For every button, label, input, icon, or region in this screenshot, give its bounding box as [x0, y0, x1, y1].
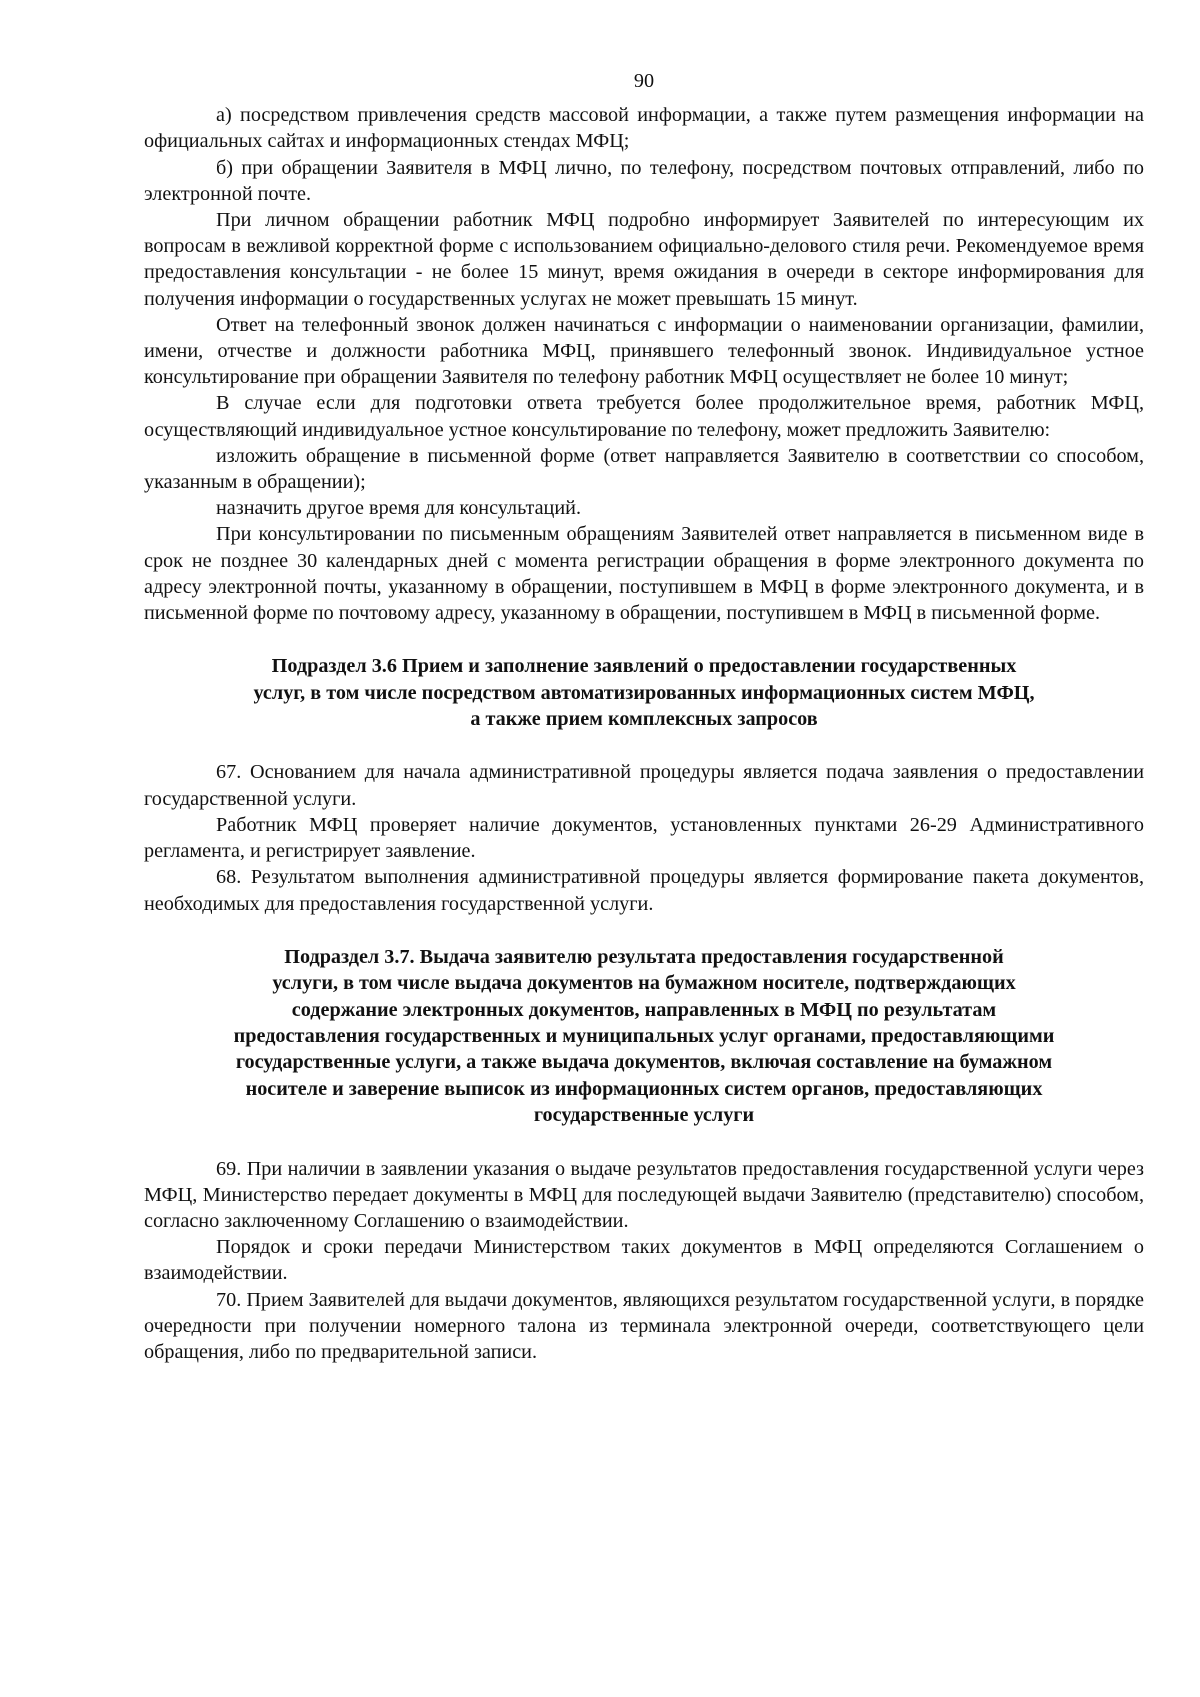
- document-page: [144, 68, 1144, 1365]
- paragraph-70: 70. Прием Заявителей для выдачи документов, являющихся результатом государственной услуги, в порядке очередности при получении номерного талона из терминала электронной очереди, соответствующего цели обращения, либо по предварительной записи.: [144, 1288, 1144, 1363]
- section-result-issuance: [144, 1156, 1144, 1366]
- section-application-reception: [144, 759, 1144, 916]
- paragraph-a: а) посредством привлечения средств массовой информации, а также путем размещения информации на официальных сайтах и информационных стендах МФЦ;: [144, 104, 1144, 153]
- paragraph-longer-time: В случае если для подготовки ответа требуется более продолжительное время, работник МФЦ, осуществляющий индивидуальное устное консультирование по телефону, может предложить Заявителю:: [144, 392, 1144, 441]
- paragraph-67: 67. Основанием для начала административной процедуры является подача заявления о предоставлении государственной услуги.: [144, 761, 1144, 810]
- heading-line: Подраздел 3.6 Прием и заполнение заявлений о предоставлении государственных: [271, 655, 1017, 678]
- heading-line: услуги, в том числе выдача документов на бумажном носителе, подтверждающих: [272, 972, 1016, 995]
- paragraph-transfer-terms: Порядок и сроки передачи Министерством таких документов в МФЦ определяются Соглашением о взаимодействии.: [144, 1236, 1144, 1285]
- paragraph-68: 68. Результатом выполнения административной процедуры является формирование пакета документов, необходимых для предоставления государственной услуги.: [144, 866, 1144, 915]
- paragraph-69: 69. При наличии в заявлении указания о выдаче результатов предоставления государственной услуги через МФЦ, Министерство передает документы в МФЦ для последующей выдачи Заявителю (представителю) способом, согласно заключенному Соглашению о взаимодействии.: [144, 1157, 1144, 1232]
- paragraph-personal-visit: При личном обращении работник МФЦ подробно информирует Заявителей по интересующим их вопросам в вежливой корректной форме с использованием официально-делового стиля речи. Рекомендуемое время предоставления консультации - не более 15 минут, время ожидания в очереди в секторе информирования для получения информации о государственных услугах не может превышать 15 минут.: [144, 209, 1144, 310]
- heading-line: государственные услуги: [533, 1104, 755, 1127]
- heading-subsection-3-7: [144, 944, 1144, 1129]
- heading-line: Подраздел 3.7. Выдача заявителю результата предоставления государственной: [284, 945, 1004, 968]
- paragraph-phone-answer: Ответ на телефонный звонок должен начинаться с информации о наименовании организации, фамилии, имени, отчестве и должности работника МФЦ, принявшего телефонный звонок. Индивидуальное устное консультирование при обращении Заявителя по телефону работник МФЦ осуществляет не более 10 минут;: [144, 313, 1144, 389]
- heading-line: содержание электронных документов, направленных в МФЦ по результатам: [291, 998, 997, 1021]
- paragraph-written-requests: При консультировании по письменным обращениям Заявителей ответ направляется в письменном виде в срок не позднее 30 календарных дней с момента регистрации обращения в форме электронного документа по адресу электронной почты, указанному в обращении, поступившем в МФЦ в форме электронного документа, и в письменной форме по почтовому адресу, указанному в обращении, поступившем в МФЦ в письменной форме.: [144, 523, 1144, 625]
- heading-line: государственные услуги, а также выдача документов, включая составление на бумажном: [235, 1051, 1053, 1074]
- paragraph-b: б) при обращении Заявителя в МФЦ лично, по телефону, посредством почтовых отправлений, либо по электронной почте.: [144, 156, 1144, 205]
- heading-subsection-3-6: [144, 653, 1144, 732]
- section-informing: [144, 102, 1144, 626]
- paragraph-written-form: изложить обращение в письменной форме (ответ направляется Заявителю в соответствии со способом, указанным в обращении);: [144, 444, 1144, 494]
- paragraph-other-time: назначить другое время для консультаций.: [216, 497, 581, 520]
- heading-line: носителе и заверение выписок из информационных систем органов, предоставляющих: [245, 1077, 1043, 1100]
- heading-line: а также прием комплексных запросов: [470, 708, 818, 731]
- heading-line: услуг, в том числе посредством автоматизированных информационных систем МФЦ,: [253, 681, 1035, 704]
- paragraph-document-check: Работник МФЦ проверяет наличие документов, установленных пунктами 26-29 Административного регламента, и регистрирует заявление.: [144, 813, 1144, 863]
- heading-line: предоставления государственных и муниципальных услуг органами, предоставляющими: [233, 1024, 1055, 1047]
- page-number: 90: [633, 70, 655, 92]
